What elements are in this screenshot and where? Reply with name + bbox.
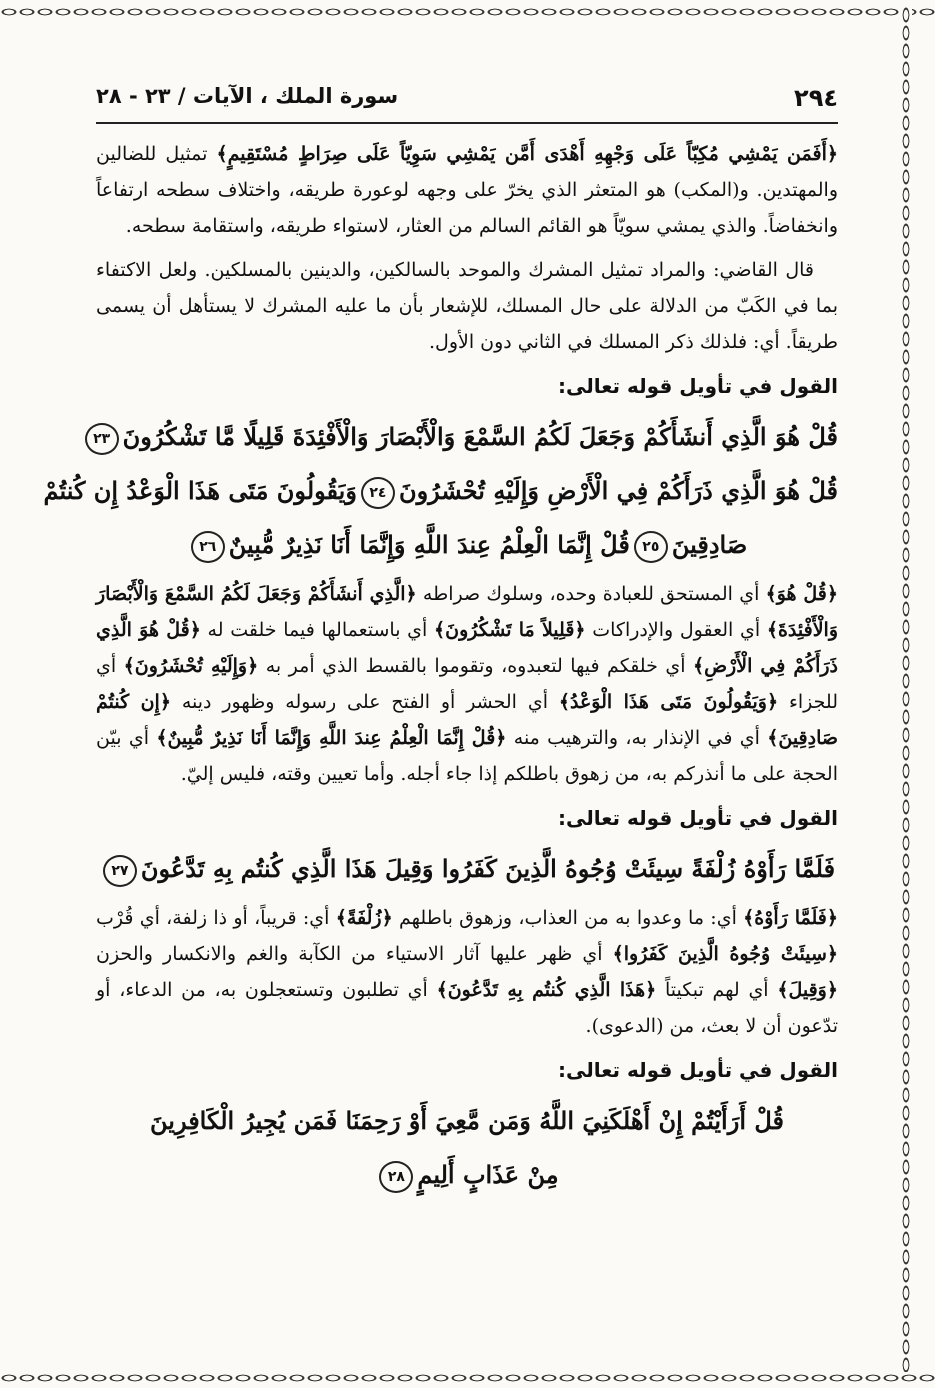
verse-line	[96, 518, 838, 572]
verse-text: صَادِقِينَ	[671, 530, 748, 559]
quran-quote: ﴿قُلْ هُوَ﴾	[765, 583, 838, 605]
page-body	[43, 124, 839, 1202]
quran-quote: ﴿قُلْ إِنَّمَا الْعِلْمُ عِندَ اللَّهِ وَإِنَّمَا أَنَا نَذِيرٌ مُّبِينٌ﴾	[156, 727, 507, 749]
quran-quote: ﴿قَلِيلاً مَا تَشْكُرُونَ﴾	[434, 619, 586, 641]
quran-quote: ﴿وَإِلَيْهِ تُحْشَرُونَ﴾	[123, 655, 259, 677]
verse-block-27	[96, 842, 838, 896]
verse-number-marker: ٢٦	[191, 531, 225, 563]
quran-quote: ﴿وَقِيلَ﴾	[777, 979, 838, 1001]
page-number: ٢٩٤	[794, 84, 838, 112]
quran-quote: ﴿الَّذِي أَنشَأَكُمْ وَجَعَلَ لَكُمُ السَّمْعَ وَالْأَبْصَارَ وَالْأَفْئِدَةَ﴾	[96, 583, 839, 641]
paragraph-2: قال القاضي: والمراد تمثيل المشرك والموحد بالسالكين، والدينين بالمسلكين. ولعل الاكتفاء بما في الكَبّ من الدلالة على حال المسلك، للإشعار بأن ما عليه المشرك لا يستأهل أن يسمى طريقاً. أي: فلذلك ذكر المسلك في الثاني دون الأول.	[96, 259, 838, 353]
verse-text: قُلْ هُوَ الَّذِي أَنشَأَكُمْ وَجَعَلَ لَكُمُ السَّمْعَ وَالْأَبْصَارَ وَالْأَفْئِدَةَ قَلِيلًا مَّا تَشْكُرُونَ	[122, 422, 838, 451]
verse-number-marker: ٢٥	[634, 531, 668, 563]
commentary-text: أي المستحق للعبادة وحده، وسلوك صراطه	[416, 583, 766, 605]
commentary-text: أي خلقكم فيها لتعبدوه، وتقوموا بالقسط الذي أمر به	[258, 655, 693, 677]
quran-quote: ﴿سِيئَتْ وُجُوهُ الَّذِينَ كَفَرُوا﴾	[612, 943, 838, 965]
verse-number-marker: ٢٤	[361, 477, 395, 509]
paragraph-4	[96, 900, 838, 1044]
verse-number-marker: ٢٣	[85, 423, 119, 455]
quran-quote: ﴿وَيَقُولُونَ مَتَى هَذَا الْوَعْدُ﴾	[558, 691, 779, 713]
quran-quote: ﴿قُلْ هُوَ الَّذِي ذَرَأَكُمْ فِي الْأَرْضِ﴾	[96, 619, 838, 677]
commentary-text: تمثيل للضالين والمهتدين. و(المكب) هو المتعثر الذي يخرّ على وجهه لوعورة طريقه، واختلاف سطحه ارتفاعاً وانخفاضاً. والذي يمشي سويّاً هو القائم السالم من العثار، لاستواء طريقه، واستقامة سطحه.	[96, 143, 838, 237]
verse-text: فَلَمَّا رَأَوْهُ زُلْفَةً سِيئَتْ وُجُوهُ الَّذِينَ كَفَرُوا وَقِيلَ هَذَا الَّذِي كُنتُم بِهِ تَدَّعُونَ	[140, 854, 836, 883]
commentary-text: أي للجزاء	[96, 655, 838, 713]
commentary-text: أي: ما وعدوا به من العذاب، وزهوق باطلهم	[392, 907, 744, 929]
quran-quote: ﴿أَفَمَن يَمْشِي مُكِبّاً عَلَى وَجْهِهِ أَهْدَى أَمَّن يَمْشِي سَوِيّاً عَلَى صِرَاطٍ مُسْتَقِيمٍ﴾	[216, 143, 838, 165]
book-page	[43, 80, 839, 1370]
paragraph-1	[96, 136, 838, 244]
commentary-text: أي ظهر عليها آثار الاستياء من الكآبة والغم والانكسار والحزن	[96, 943, 613, 965]
verse-line	[93, 410, 838, 464]
running-title: سورة الملك ، الآيات / ٢٣ - ٢٨	[96, 84, 399, 108]
verse-line	[43, 464, 838, 518]
verse-block-23-26	[43, 410, 838, 572]
verse-text: وَيَقُولُونَ مَتَى هَذَا الْوَعْدُ إِن كُنتُمْ	[43, 476, 357, 505]
commentary-text: أي العقول والإدراكات	[585, 619, 767, 641]
quran-quote: ﴿هَذَا الَّذِي كُنتُم بِهِ تَدَّعُونَ﴾	[436, 979, 657, 1001]
verse-line	[96, 1094, 838, 1148]
commentary-text: أي لهم تبكيتاً	[656, 979, 778, 1001]
verse-line	[96, 842, 838, 896]
decorative-chain-border-right	[900, 6, 912, 1384]
paragraph-3	[96, 576, 838, 792]
quran-quote: ﴿فَلَمَّا رَأَوْهُ﴾	[743, 907, 838, 929]
quran-quote: ﴿زُلْفَةً﴾	[335, 907, 393, 929]
commentary-text: أي الحشر أو الفتح على رسوله وظهور دينه	[170, 691, 559, 713]
section-heading-2: القول في تأويل قوله تعالى:	[558, 806, 838, 830]
verse-number-marker: ٢٨	[379, 1161, 413, 1193]
commentary-text: أي تطلبون وتستعجلون به، من الدعاء، أو تدّعون أن لا بعث، من (الدعوى).	[96, 979, 838, 1037]
verse-text: قُلْ إِنَّمَا الْعِلْمُ عِندَ اللَّهِ وَإِنَّمَا أَنَا نَذِيرٌ مُّبِينٌ	[228, 530, 630, 559]
quran-quote: ﴿إِن كُنتُمْ صَادِقِينَ﴾	[96, 691, 839, 749]
verse-block-28	[96, 1094, 838, 1202]
section-heading-3: القول في تأويل قوله تعالى:	[558, 1058, 838, 1082]
verse-text: مِنْ عَذَابٍ أَلِيمٍ	[417, 1160, 559, 1189]
verse-text: قُلْ هُوَ الَّذِي ذَرَأَكُمْ فِي الْأَرْضِ وَإِلَيْهِ تُحْشَرُونَ	[398, 476, 838, 505]
section-heading-1: القول في تأويل قوله تعالى:	[558, 374, 838, 398]
commentary-text: أي في الإنذار به، والترهيب منه	[506, 727, 768, 749]
commentary-text: أي: قريباً، أو ذا زلفة، أي قُرْب	[96, 907, 336, 929]
verse-number-marker: ٢٧	[103, 855, 137, 887]
page-header	[96, 80, 838, 124]
decorative-chain-border-top	[0, 6, 935, 18]
commentary-text: أي باستعمالها فيما خلقت له	[200, 619, 435, 641]
verse-text: قُلْ أَرَأَيْتُمْ إِنْ أَهْلَكَنِيَ اللَّهُ وَمَن مَّعِيَ أَوْ رَحِمَنَا فَمَن يُجِيرُ الْكَافِرِينَ	[150, 1106, 784, 1135]
decorative-chain-border-bottom	[0, 1372, 935, 1384]
verse-line	[96, 1148, 838, 1202]
commentary-text: أي بيّن الحجة على ما أنذركم به، من زهوق باطلكم إذا جاء أجله. وأما تعيين وقته، فليس إليّ.	[96, 727, 838, 785]
